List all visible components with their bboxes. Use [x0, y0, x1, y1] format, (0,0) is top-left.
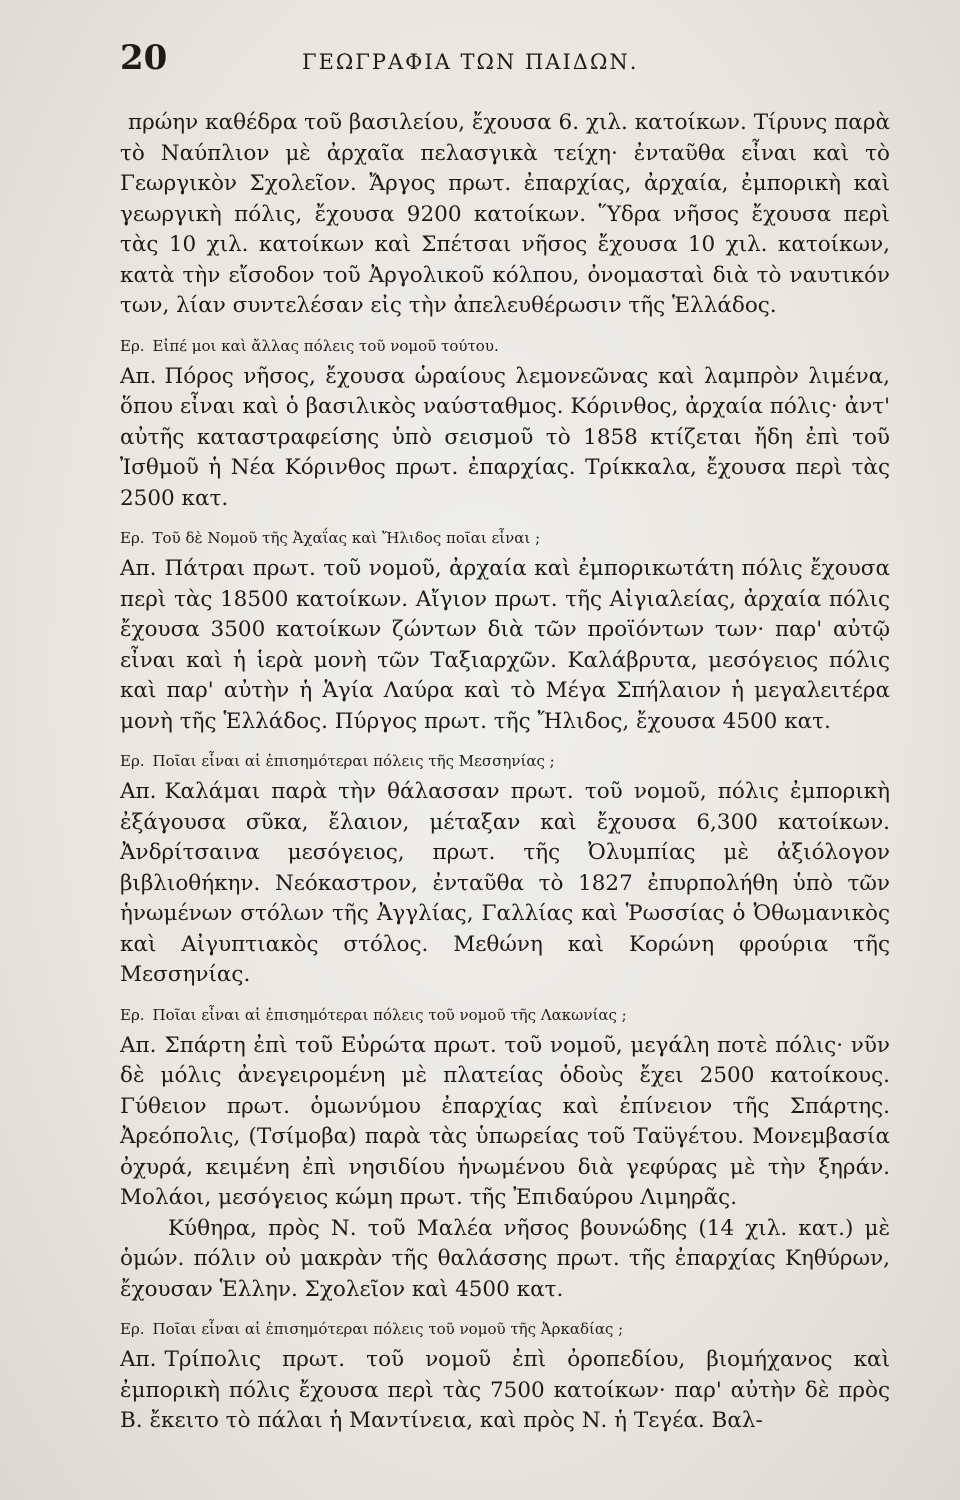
text-paragraph: πρώην καθέδρα τοῦ βασιλείου, ἔχουσα 6. χιλ. κατοίκων. Τίρυνς παρὰ τὸ Ναύπλιον μὲ ἀρχαῖα πελασγικὰ τείχη· ἐνταῦθα εἶναι καὶ τὸ Γεωργικὸν Σχολεῖον. Ἄργος πρωτ. ἐπαρχίας, ἀρχαία, ἐμπορικὴ καὶ γεωργικὴ πόλις, ἔχουσα 9200 κατοίκων. Ὕδρα νῆσος ἔχουσα περὶ τὰς 10 χιλ. κατοίκων καὶ Σπέτσαι νῆσος ἔχουσα 10 χιλ. κατοίκων, κατὰ τὴν εἴσοδον τοῦ Ἀργολικοῦ κόλπου, ὀνομασταὶ διὰ τὸ ναυτικόν των, λίαν συντελέσαν εἰς τὴν ἀπελευθέρωσιν τῆς Ἑλλάδος.	[120, 110, 890, 318]
question-line: Ερ. Τοῦ δὲ Νομοῦ τῆς Ἀχαΐας καὶ Ἤλιδος ποῖαι εἶναι ;	[120, 529, 541, 547]
question-line: Ερ. Εἰπέ μοι καὶ ἄλλας πόλεις τοῦ νομοῦ τούτου.	[120, 336, 499, 355]
answer-paragraph: Απ. Πόρος νῆσος, ἔχουσα ὡραίους λεμονεῶνας καὶ λαμπρὸν λιμένα, ὅπου εἶναι καὶ ὁ βασιλικὸς ναύσταθμος. Κόρινθος, ἀρχαία πόλις· ἀντ' αὐτῆς καταστραφείσης ὑπὸ σεισμοῦ τὸ 1858 κτίζεται ἤδη ἐπὶ τοῦ Ἰσθμοῦ ἡ Νέα Κόρινθος πρωτ. ἐπαρχίας. Τρίκκαλα, ἔχουσα περὶ τὰς 2500 κατ.	[120, 363, 890, 511]
question-line: Ερ. Ποῖαι εἶναι αἱ ἐπισημότεραι πόλεις τοῦ νομοῦ τῆς Ἀρκαδίας ;	[120, 1320, 624, 1338]
running-title: ΓΕΩΓΡΑΦΙΑ ΤΩΝ ΠΑΙΔΩΝ.	[302, 50, 639, 74]
answer-paragraph: Απ. Τρίπολις πρωτ. τοῦ νομοῦ ἐπὶ ὀροπεδίου, βιομήχανος καὶ ἐμπορικὴ πόλις ἔχουσα περὶ τὰς 7500 κατοίκων· παρ' αὐτὴν δὲ πρὸς Β. ἔκειτο τὸ πάλαι ἡ Μαντίνεια, καὶ πρὸς Ν. ἡ Τεγέα. Βαλ-	[120, 1347, 890, 1433]
page-number: 20	[120, 38, 168, 78]
question-line: Ερ. Ποῖαι εἶναι αἱ ἐπισημότεραι πόλεις τῆς Μεσσηνίας ;	[120, 752, 555, 770]
page-header	[120, 38, 900, 78]
page-body	[120, 108, 890, 1437]
text-paragraph: Κύθηρα, πρὸς Ν. τοῦ Μαλέα νῆσος βουνώδης (14 χιλ. κατ.) μὲ ὁμών. πόλιν οὐ μακρὰν τῆς θαλάσσης πρωτ. τῆς ἐπαρχίας Κηθύρων, ἔχουσαν Ἑλλην. Σχολεῖον καὶ 4500 κατ.	[120, 1215, 890, 1302]
answer-paragraph: Απ. Σπάρτη ἐπὶ τοῦ Εὐρώτα πρωτ. τοῦ νομοῦ, μεγάλη ποτὲ πόλις· νῦν δὲ μόλις ἀνεγειρομένη μὲ πλατείας ὁδοὺς ἔχει 2500 κατοίκους. Γύθειον πρωτ. ὁμωνύμου ἐπαρχίας καὶ ἐπίνειον τῆς Σπάρτης. Ἀρεόπολις, (Τσίμοβα) παρὰ τὰς ὑπωρείας τοῦ Ταϋγέτου. Μονεμβασία ὀχυρά, κειμένη ἐπὶ νησιδίου ἡνωμένου διὰ γεφύρας μὲ τὴν ξηράν. Μολάοι, μεσόγειος κώμη πρωτ. τῆς Ἐπιδαύρου Λιμηρᾶς.	[120, 1032, 890, 1210]
question-line: Ερ. Ποῖαι εἶναι αἱ ἐπισημότεραι πόλεις τοῦ νομοῦ τῆς Λακωνίας ;	[120, 1005, 627, 1024]
answer-paragraph: Απ. Καλάμαι παρὰ τὴν θάλασσαν πρωτ. τοῦ νομοῦ, πόλις ἐμπορικὴ ἐξάγουσα σῦκα, ἔλαιον, μέταξαν καὶ ἔχουσα 6,300 κατοίκων. Ἀνδρίτσαινα μεσόγειος, πρωτ. τῆς Ὀλυμπίας μὲ ἀξιόλογον βιβλιοθήκην. Νεόκαστρον, ἐνταῦθα τὸ 1827 ἐπυρπολήθη ὑπὸ τῶν ἡνωμένων στόλων τῆς Ἀγγλίας, Γαλλίας καὶ Ῥωσσίας ὁ Ὀθωμανικὸς καὶ Αἰγυπτιακὸς στόλος. Μεθώνη καὶ Κορώνη φρούρια τῆς Μεσσηνίας.	[120, 779, 890, 987]
answer-paragraph: Απ. Πάτραι πρωτ. τοῦ νομοῦ, ἀρχαία καὶ ἐμπορικωτάτη πόλις ἔχουσα περὶ τὰς 18500 κατοίκων. Αἴγιον πρωτ. τῆς Αἰγιαλείας, ἀρχαία πόλις ἔχουσα 3500 κατοίκων ζώντων διὰ τῶν προϊόντων των· παρ' αὐτῷ εἶναι καὶ ἡ ἱερὰ μονὴ τῶν Ταξιαρχῶν. Καλάβρυτα, μεσόγειος πόλις καὶ παρ' αὐτὴν ἡ Ἁγία Λαύρα καὶ τὸ Μέγα Σπήλαιον ἡ μεγαλειτέρα μονὴ τῆς Ἑλλάδος. Πύργος πρωτ. τῆς Ἤλιδος, ἔχουσα 4500 κατ.	[120, 556, 890, 734]
